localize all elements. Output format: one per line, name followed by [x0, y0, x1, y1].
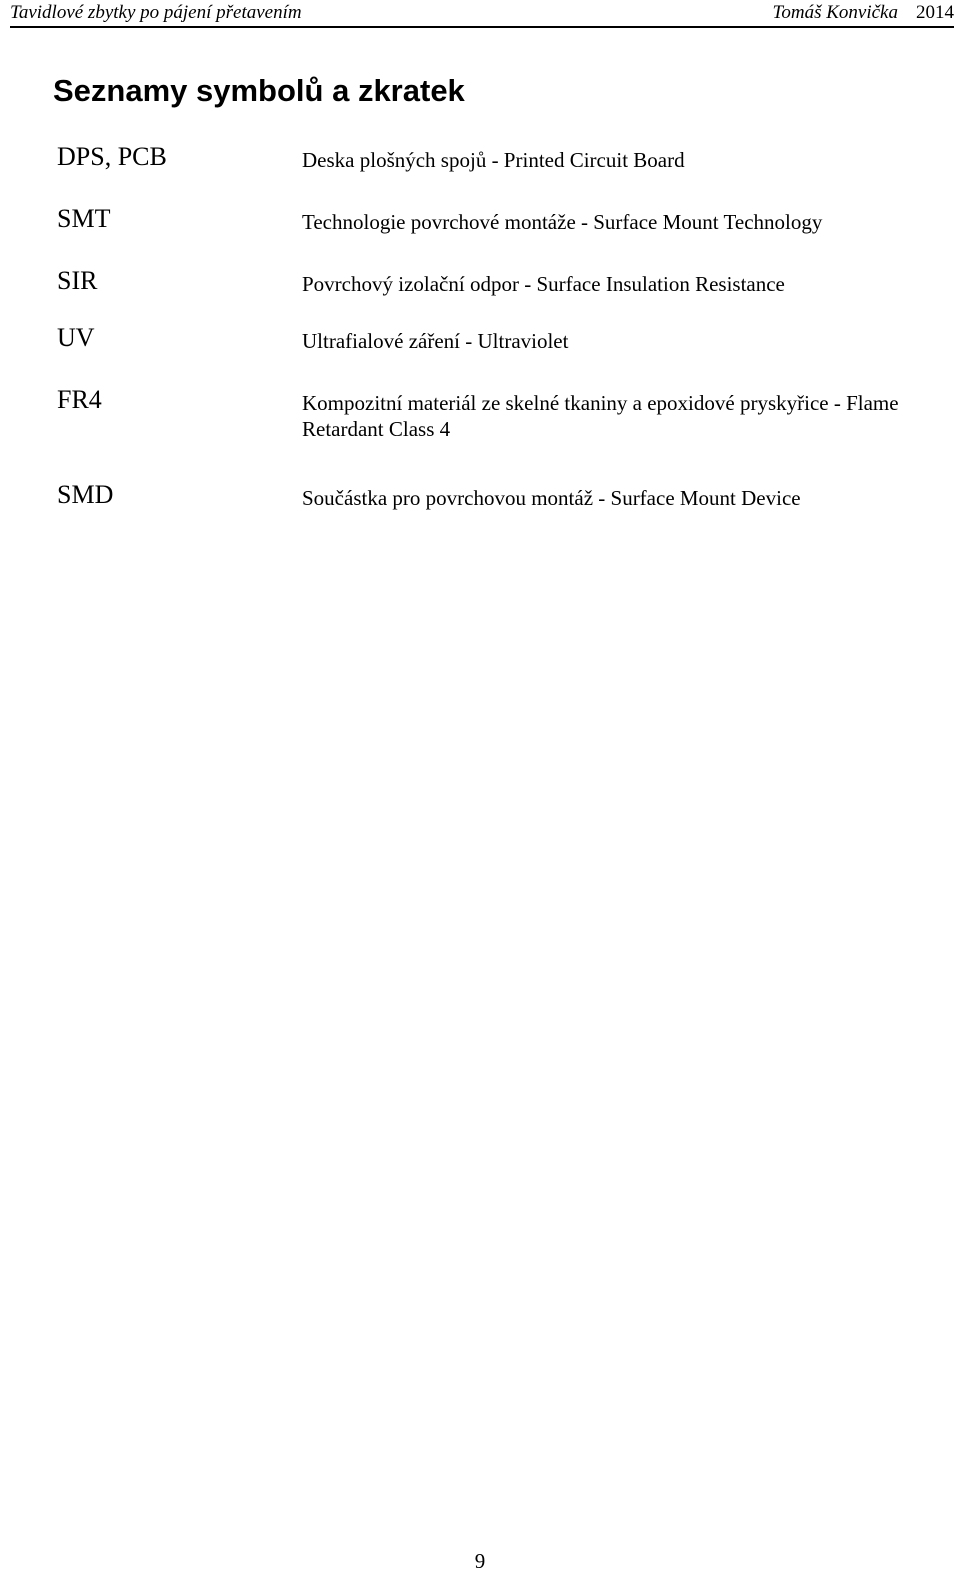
section-title: Seznamy symbolů a zkratek: [53, 73, 465, 108]
abbreviation-meaning: Součástka pro povrchovou montáž - Surface Mount Device: [302, 486, 801, 510]
abbreviation-symbol: SMT: [57, 204, 111, 233]
page-number: 9: [474, 1549, 486, 1573]
abbreviation-symbol: DPS, PCB: [57, 142, 167, 171]
header-document-title: Tavidlové zbytky po pájení přetavením: [10, 2, 302, 23]
abbreviation-meaning: Ultrafialové záření - Ultraviolet: [302, 329, 569, 353]
abbreviation-symbol: UV: [57, 323, 95, 352]
abbreviation-symbol: SIR: [57, 266, 98, 295]
abbreviation-meaning: Deska plošných spojů - Printed Circuit Board: [302, 148, 685, 172]
abbreviation-symbol: FR4: [57, 385, 102, 414]
header-author: Tomáš Konvička: [772, 2, 898, 23]
header-year: 2014: [916, 2, 954, 23]
running-header: [10, 0, 954, 28]
abbreviation-meaning: Technologie povrchové montáže - Surface Mount Technology: [302, 210, 823, 234]
abbreviation-meaning: Povrchový izolační odpor - Surface Insulation Resistance: [302, 272, 785, 296]
abbreviation-symbol: SMD: [57, 480, 114, 509]
abbreviation-meaning: Kompozitní materiál ze skelné tkaniny a epoxidové pryskyřice - Flame Retardant Class 4: [302, 391, 910, 441]
